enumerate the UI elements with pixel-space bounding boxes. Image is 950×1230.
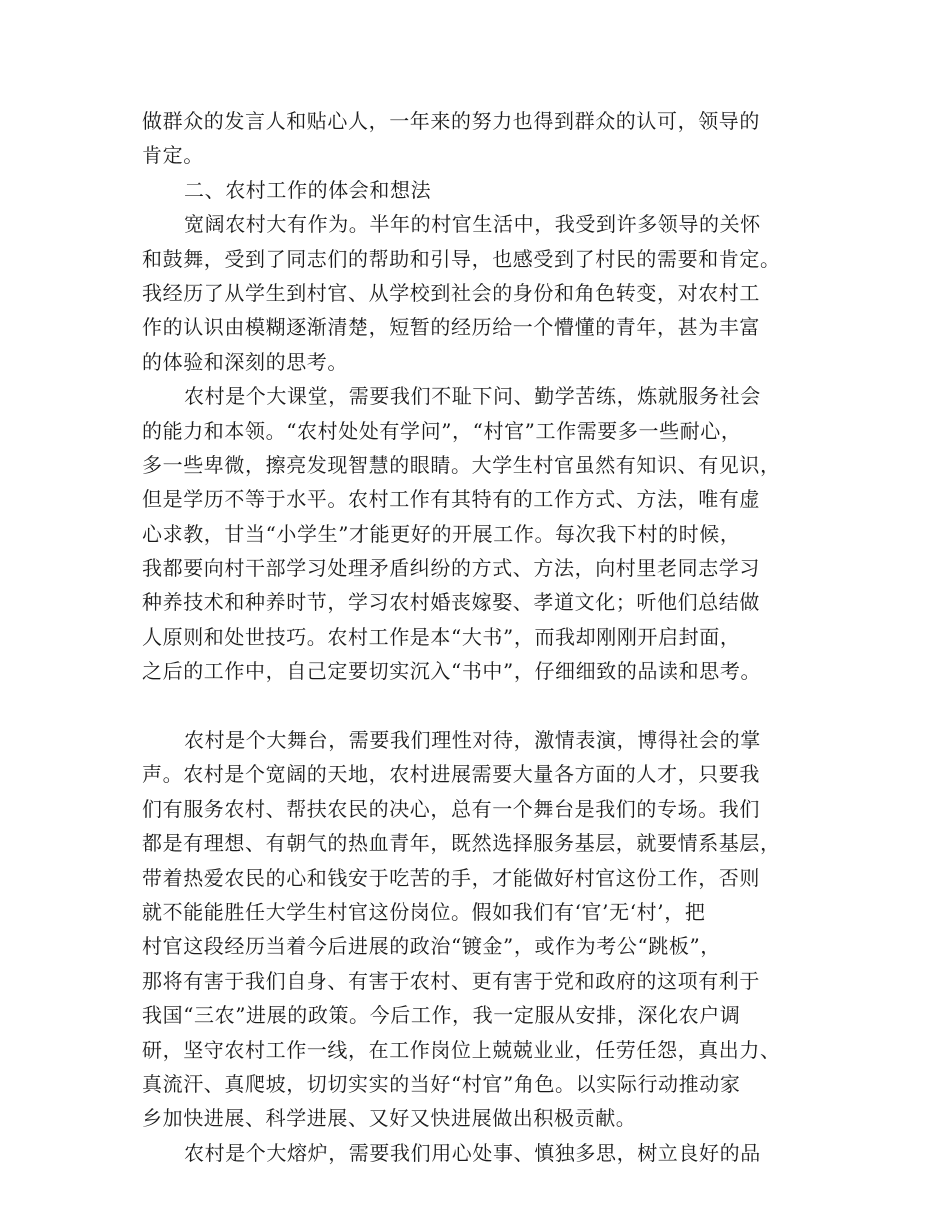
text-line: 我经历了从学生到村官、从学校到社会的身份和角色转变，对农村工	[142, 280, 760, 305]
text-line: 做群众的发言人和贴心人，一年来的努力也得到群众的认可，领导的	[142, 109, 760, 133]
text-line: 的能力和本领。“农村处处有学问”，“村官”工作需要多一些耐心，	[142, 418, 742, 443]
text-line: 真流汗、真爬坡，切切实实的当好“村官”角色。以实际行动推动家	[142, 1071, 741, 1096]
text-line: 心求教，甘当“小学生”才能更好的开展工作。每次我下村的时候，	[142, 521, 741, 546]
text-line: 肯定。	[142, 143, 204, 168]
blank-line	[142, 689, 822, 723]
text-line: 带着热爱农民的心和钱安于吃苦的手，才能做好村官这份工作，否则	[142, 865, 760, 890]
text-line: 作的认识由模糊逐渐清楚，短暂的经历给一个懵懂的青年，甚为丰富	[142, 315, 760, 340]
text-line: 那将有害于我们自身、有害于农村、更有害于党和政府的这项有利于	[142, 968, 760, 993]
text-line: 种养技术和种养时节，学习农村婚丧嫁娶、孝道文化；听他们总结做	[142, 590, 760, 615]
text-line: 我都要向村干部学习处理矛盾纠纷的方式、方法，向村里老同志学习	[142, 556, 760, 581]
document-body	[142, 104, 822, 1170]
text-line: 农村是个大课堂，需要我们不耻下问、勤学苦练，炼就服务社会	[184, 384, 761, 409]
text-line: 农村是个大舞台，需要我们理性对待，激情表演，博得社会的掌	[184, 728, 761, 753]
text-line: 之后的工作中，自己定要切实沉入“书中”，仔细细致的品读和思考。	[142, 659, 762, 684]
text-line: 但是学历不等于水平。农村工作有其特有的工作方式、方法，唯有虚	[142, 487, 760, 512]
text-line: 二、农村工作的体会和想法	[184, 177, 432, 202]
text-line: 宽阔农村大有作为。半年的村官生活中，我受到许多领导的关怀	[184, 212, 761, 237]
text-line: 多一些卑微，擦亮发现智慧的眼睛。大学生村官虽然有知识、有见识，	[142, 452, 781, 477]
text-line: 乡加快进展、科学进展、又好又快进展做出积极贡献。	[142, 1106, 637, 1131]
text-line: 声。农村是个宽阔的天地，农村进展需要大量各方面的人才，只要我	[142, 762, 760, 787]
text-line: 就不能能胜任大学生村官这份岗位。假如我们有‘官’无‘村’，把	[142, 899, 706, 924]
text-line: 和鼓舞，受到了同志们的帮助和引导，也感受到了村民的需要和肯定。	[142, 246, 781, 271]
text-line: 的体验和深刻的思考。	[142, 349, 348, 374]
text-line: 们有服务农村、帮扶农民的决心，总有一个舞台是我们的专场。我们	[142, 796, 760, 821]
text-line: 村官这段经历当着今后进展的政治“镀金”，或作为考公“跳板”，	[142, 934, 721, 959]
text-line: 农村是个大熔炉，需要我们用心处事、慎独多思，树立良好的品	[184, 1140, 761, 1165]
text-line: 都是有理想、有朝气的热血青年，既然选择服务基层，就要情系基层，	[142, 831, 781, 856]
text-line: 人原则和处世技巧。农村工作是本“大书”，而我却刚刚开启封面，	[142, 624, 741, 649]
text-line: 我国“三农”进展的政策。今后工作，我一定服从安排，深化农户调	[142, 1003, 741, 1028]
text-line: 研，坚守农村工作一线，在工作岗位上兢兢业业，任劳任怨，真出力、	[142, 1037, 781, 1062]
